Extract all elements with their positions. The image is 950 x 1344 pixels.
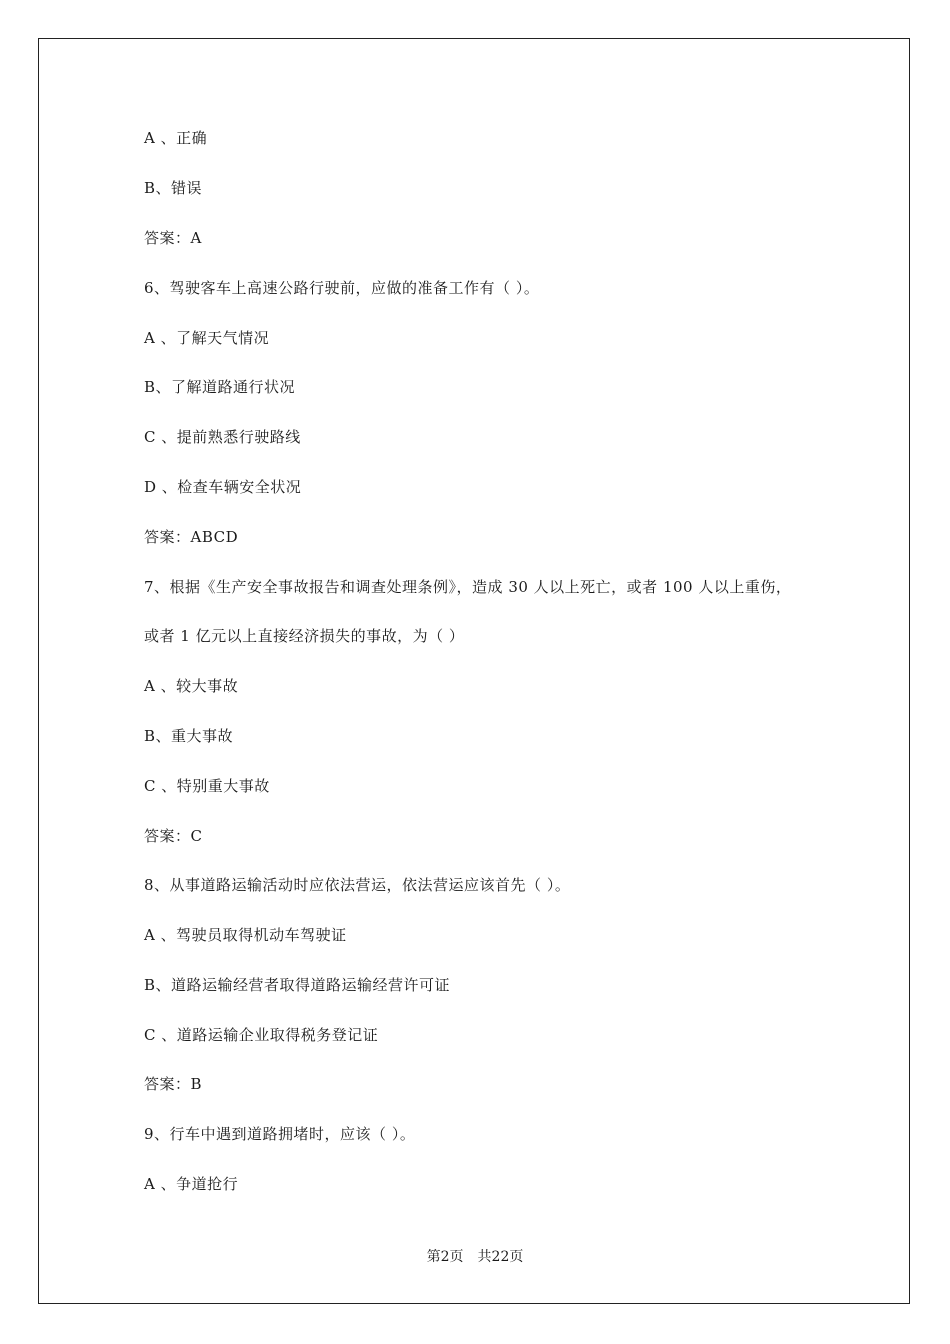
question-line: 7、根据《生产安全事故报告和调查处理条例》，造成 30 人以上死亡，或者 100 人以上重伤， bbox=[144, 578, 792, 596]
option-line: B、道路运输经营者取得道路运输经营许可证 bbox=[144, 976, 451, 994]
question-line: 或者 1 亿元以上直接经济损失的事故，为（ ） bbox=[144, 627, 465, 645]
option-line: B、了解道路通行状况 bbox=[144, 378, 296, 396]
answer-line: 答案：ABCD bbox=[144, 528, 239, 546]
answer-line: 答案：C bbox=[144, 827, 203, 845]
option-line: C 、特别重大事故 bbox=[144, 777, 270, 795]
option-line: D 、检查车辆安全状况 bbox=[144, 478, 302, 496]
option-line: B、错误 bbox=[144, 179, 203, 197]
page-footer bbox=[0, 1247, 950, 1267]
page-number: 第2页 bbox=[426, 1249, 464, 1265]
option-line: C 、提前熟悉行驶路线 bbox=[144, 428, 301, 446]
option-line: A 、正确 bbox=[144, 129, 208, 147]
question-line: 9、行车中遇到道路拥堵时，应该（ ）。 bbox=[144, 1125, 416, 1143]
option-line: A 、较大事故 bbox=[144, 677, 239, 695]
option-line: A 、驾驶员取得机动车驾驶证 bbox=[144, 926, 347, 944]
option-line: C 、道路运输企业取得税务登记证 bbox=[144, 1026, 379, 1044]
answer-line: 答案：A bbox=[144, 229, 202, 247]
option-line: A 、争道抢行 bbox=[144, 1175, 239, 1193]
option-line: B、重大事故 bbox=[144, 727, 234, 745]
question-line: 8、从事道路运输活动时应依法营运，依法营运应该首先（ ）。 bbox=[144, 876, 571, 894]
page-total: 共22页 bbox=[477, 1249, 524, 1265]
question-line: 6、驾驶客车上高速公路行驶前，应做的准备工作有（ ）。 bbox=[144, 279, 540, 297]
option-line: A 、了解天气情况 bbox=[144, 329, 270, 347]
answer-line: 答案：B bbox=[144, 1075, 203, 1093]
